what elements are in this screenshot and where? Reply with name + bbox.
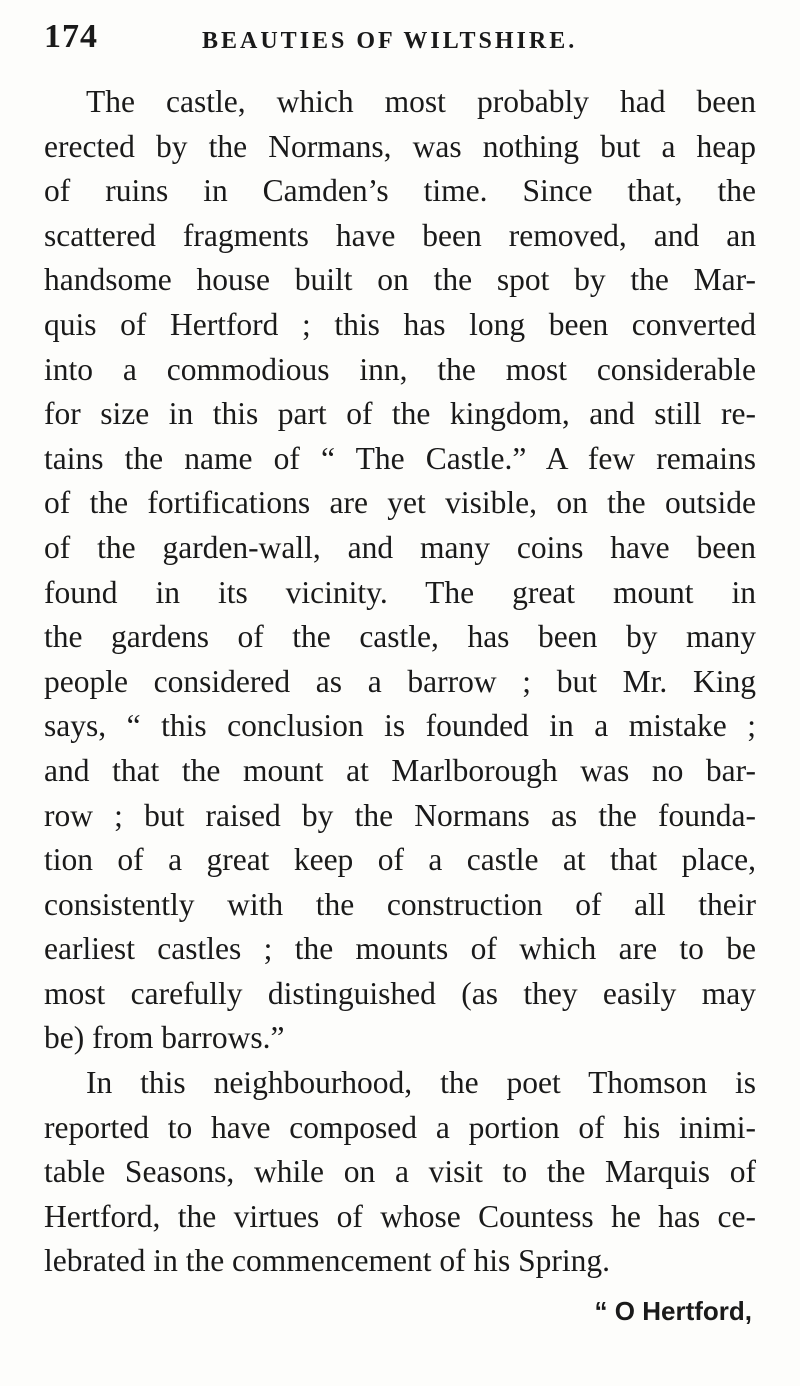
text-line: In this neighbourhood, the poet Thomson is bbox=[86, 1065, 756, 1101]
text-line: the gardens of the castle, has been by many bbox=[44, 619, 756, 655]
text-line: erected by the Normans, was nothing but a heap bbox=[44, 128, 756, 164]
text-line: tion of a great keep of a castle at that place, bbox=[44, 842, 756, 878]
text-line: Hertford, the virtues of whose Countess he has ce- bbox=[44, 1198, 756, 1234]
text-line: for size in this part of the kingdom, and still re- bbox=[44, 396, 756, 432]
paragraph-thomson bbox=[44, 1061, 756, 1284]
text-line: consistently with the construction of all their bbox=[44, 886, 756, 922]
running-head: BEAUTIES OF WILTSHIRE. bbox=[202, 28, 578, 54]
text-line: row ; but raised by the Normans as the founda- bbox=[44, 797, 756, 833]
text-line: found in its vicinity. The great mount in bbox=[44, 574, 756, 610]
text-line: tains the name of “ The Castle.” A few remains bbox=[44, 440, 756, 476]
text-line: says, “ this conclusion is founded in a mistake ; bbox=[44, 708, 756, 744]
page-number: 174 bbox=[44, 18, 98, 55]
text-line: scattered fragments have been removed, and an bbox=[44, 217, 756, 253]
page-header bbox=[44, 18, 756, 68]
text-line: most carefully distinguished (as they easily may bbox=[44, 975, 756, 1011]
text-line: of the fortifications are yet visible, on the outside bbox=[44, 485, 756, 521]
text-line: of the garden-wall, and many coins have been bbox=[44, 529, 756, 565]
text-line: and that the mount at Marlborough was no bar- bbox=[44, 752, 756, 788]
text-line: of ruins in Camden’s time. Since that, the bbox=[44, 173, 756, 209]
text-line: into a commodious inn, the most considerable bbox=[44, 351, 756, 387]
body-text bbox=[44, 80, 756, 1284]
text-line: table Seasons, while on a visit to the Marquis of bbox=[44, 1154, 756, 1190]
text-line: reported to have composed a portion of his inimi- bbox=[44, 1109, 756, 1145]
text-line: people considered as a barrow ; but Mr. King bbox=[44, 663, 756, 699]
text-line: The castle, which most probably had been bbox=[86, 84, 756, 119]
text-line: be) from barrows.” bbox=[44, 1020, 285, 1056]
catchword: “ O Hertford, bbox=[594, 1296, 752, 1326]
paragraph-castle bbox=[44, 80, 756, 1061]
text-line: quis of Hertford ; this has long been converted bbox=[44, 306, 756, 342]
text-line: earliest castles ; the mounts of which are to be bbox=[44, 931, 756, 967]
text-line: lebrated in the commencement of his Spring. bbox=[44, 1243, 610, 1279]
text-line: handsome house built on the spot by the Mar- bbox=[44, 262, 756, 298]
